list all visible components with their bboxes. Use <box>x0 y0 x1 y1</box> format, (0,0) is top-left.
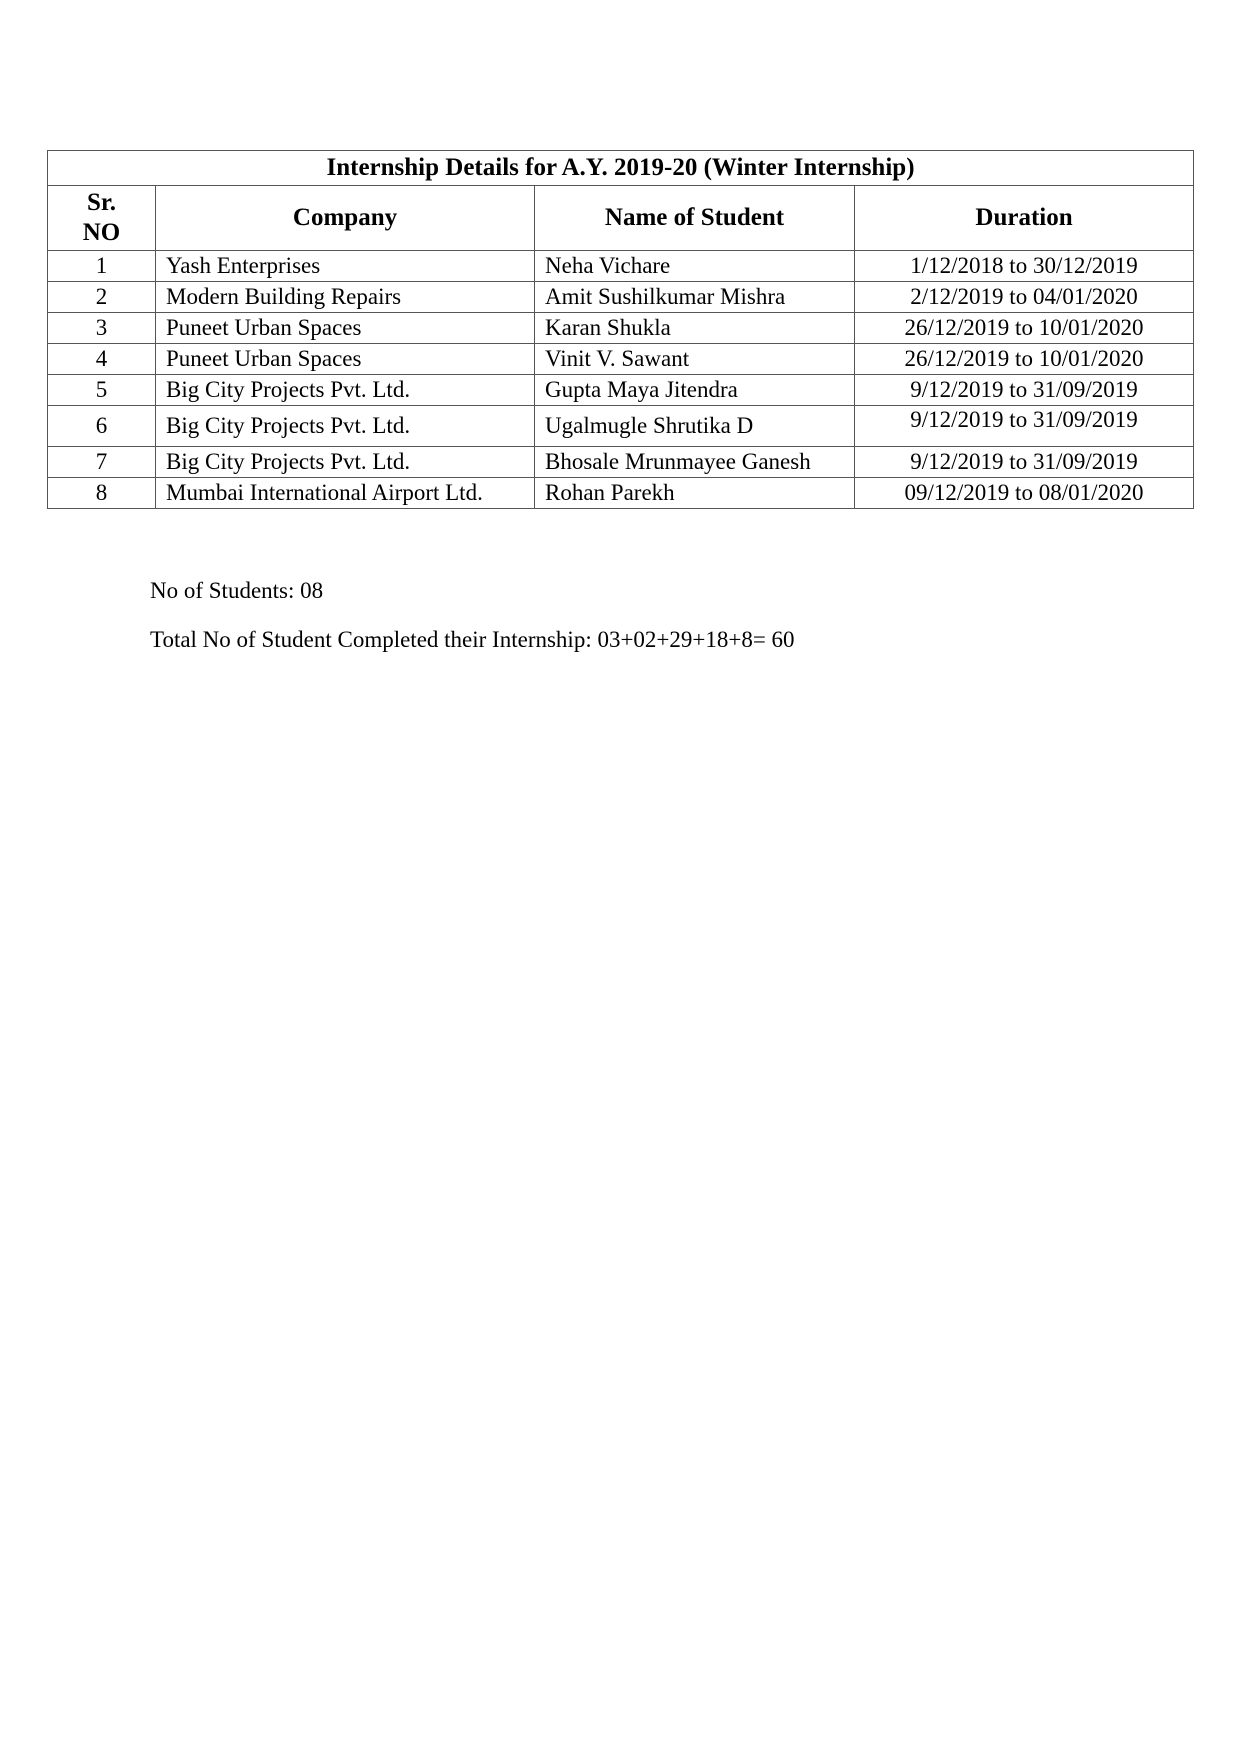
cell-company: Mumbai International Airport Ltd. <box>156 478 535 509</box>
cell-student: Bhosale Mrunmayee Ganesh <box>535 447 855 478</box>
cell-student: Neha Vichare <box>535 251 855 282</box>
cell-sr: 6 <box>48 406 156 447</box>
header-sr-no-line1: Sr. <box>87 189 116 216</box>
table-row <box>48 313 1194 344</box>
cell-duration: 26/12/2019 to 10/01/2020 <box>855 344 1194 375</box>
table-row <box>48 447 1194 478</box>
cell-sr: 4 <box>48 344 156 375</box>
cell-company: Big City Projects Pvt. Ltd. <box>156 406 535 447</box>
cell-sr: 3 <box>48 313 156 344</box>
cell-duration: 26/12/2019 to 10/01/2020 <box>855 313 1194 344</box>
cell-student: Karan Shukla <box>535 313 855 344</box>
header-duration: Duration <box>855 186 1194 251</box>
table-row <box>48 375 1194 406</box>
table-row <box>48 478 1194 509</box>
table-header-row <box>48 186 1194 251</box>
table-row <box>48 251 1194 282</box>
cell-company: Yash Enterprises <box>156 251 535 282</box>
cell-duration: 9/12/2019 to 31/09/2019 <box>855 375 1194 406</box>
cell-duration: 1/12/2018 to 30/12/2019 <box>855 251 1194 282</box>
cell-student: Vinit V. Sawant <box>535 344 855 375</box>
cell-student: Amit Sushilkumar Mishra <box>535 282 855 313</box>
cell-duration: 9/12/2019 to 31/09/2019 <box>855 447 1194 478</box>
cell-duration: 09/12/2019 to 08/01/2020 <box>855 478 1194 509</box>
cell-student: Ugalmugle Shrutika D <box>535 406 855 447</box>
cell-company: Big City Projects Pvt. Ltd. <box>156 375 535 406</box>
cell-student: Rohan Parekh <box>535 478 855 509</box>
cell-student: Gupta Maya Jitendra <box>535 375 855 406</box>
cell-duration: 2/12/2019 to 04/01/2020 <box>855 282 1194 313</box>
total-completed-text: Total No of Student Completed their Internship: 03+02+29+18+8= 60 <box>150 627 795 652</box>
table-row <box>48 282 1194 313</box>
header-company: Company <box>156 186 535 251</box>
cell-company: Puneet Urban Spaces <box>156 313 535 344</box>
header-sr-no <box>48 186 156 251</box>
students-count-text: No of Students: 08 <box>150 578 324 603</box>
cell-sr: 5 <box>48 375 156 406</box>
internship-table <box>47 150 1194 509</box>
cell-company: Puneet Urban Spaces <box>156 344 535 375</box>
cell-sr: 1 <box>48 251 156 282</box>
header-sr-no-line2: NO <box>82 219 121 246</box>
cell-sr: 8 <box>48 478 156 509</box>
cell-sr: 2 <box>48 282 156 313</box>
table-row <box>48 344 1194 375</box>
table-row <box>48 406 1194 447</box>
header-student: Name of Student <box>535 186 855 251</box>
cell-sr: 7 <box>48 447 156 478</box>
cell-company: Big City Projects Pvt. Ltd. <box>156 447 535 478</box>
cell-company: Modern Building Repairs <box>156 282 535 313</box>
cell-duration: 9/12/2019 to 31/09/2019 <box>855 406 1194 447</box>
table-title-row <box>48 151 1194 186</box>
table-title: Internship Details for A.Y. 2019-20 (Winter Internship) <box>48 151 1194 186</box>
